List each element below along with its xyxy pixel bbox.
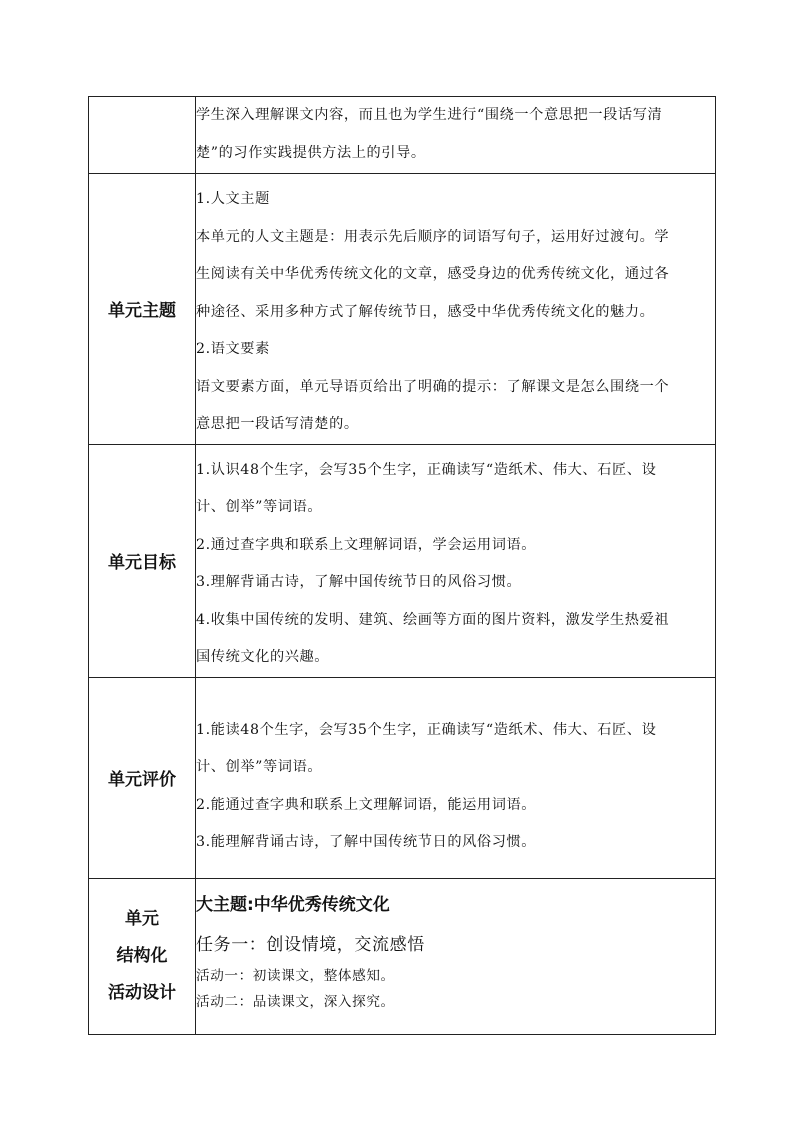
unit-theme-cell bbox=[196, 174, 716, 445]
text-line: 3.能理解背诵古诗，了解中国传统节日的风俗习惯。 bbox=[196, 834, 537, 850]
table-row bbox=[89, 174, 716, 445]
text-line: 3.理解背诵古诗，了解中国传统节日的风俗习惯。 bbox=[196, 574, 522, 590]
text-line: 1.能读48个生字，会写35个生字，正确读写“造纸术、伟大、石匠、设 bbox=[196, 721, 657, 738]
row-label-empty bbox=[89, 97, 196, 174]
text-line: 语文要素方面，单元导语页给出了明确的提示：了解课文是怎么围绕一个 bbox=[196, 378, 670, 395]
text-line: 本单元的人文主题是：用表示先后顺序的词语写句子，运用好过渡句。学 bbox=[196, 228, 670, 245]
row-label-unit-evaluation: 单元评价 bbox=[89, 677, 196, 878]
row-label-unit-theme: 单元主题 bbox=[89, 174, 196, 445]
table-row bbox=[89, 97, 716, 174]
text-line: 1.人文主题 bbox=[196, 191, 270, 207]
intro-cell bbox=[196, 97, 716, 174]
text-line: 计、创举”等词语。 bbox=[196, 759, 323, 775]
text-line: 生阅读有关中华优秀传统文化的文章，感受身边的优秀传统文化，通过各 bbox=[196, 266, 670, 282]
text-line: 国传统文化的兴趣。 bbox=[196, 649, 330, 665]
text-line: 学生深入理解课文内容，而且也为学生进行“围绕一个意思把一段话写清 bbox=[196, 107, 663, 123]
table-row bbox=[89, 677, 716, 878]
text-line: 2.语文要素 bbox=[196, 341, 270, 357]
text-line: 2.通过查字典和联系上文理解词语，学会运用词语。 bbox=[196, 536, 537, 553]
activity-item: 活动二：品读课文，深入探究。 bbox=[196, 993, 395, 1010]
table-row bbox=[89, 444, 716, 677]
table-row bbox=[89, 878, 716, 1034]
row-label-structured-activity-design bbox=[89, 878, 196, 1034]
activity-item: 活动一：初读课文，整体感知。 bbox=[196, 967, 395, 984]
text-line: 种途径、采用多种方式了解传统节日，感受中华优秀传统文化的魅力。 bbox=[196, 303, 655, 320]
label-line: 单元 bbox=[125, 908, 159, 929]
label-line: 结构化 bbox=[116, 945, 168, 966]
text-line: 意思把一段话写清楚的。 bbox=[196, 416, 359, 432]
unit-evaluation-cell bbox=[196, 677, 716, 878]
text-line: 1.认识48个生字，会写35个生字，正确读写“造纸术、伟大、石匠、设 bbox=[196, 461, 657, 478]
text-line: 2.能通过查字典和联系上文理解词语，能运用词语。 bbox=[196, 796, 537, 813]
activity-design-cell bbox=[196, 878, 716, 1034]
unit-plan-table bbox=[88, 96, 716, 1035]
task-title: 任务一：创设情境，交流感悟 bbox=[196, 934, 425, 955]
big-theme-title: 大主题:中华优秀传统文化 bbox=[196, 894, 390, 915]
text-line: 4.收集中国传统的发明、建筑、绘画等方面的图片资料，激发学生热爱祖 bbox=[196, 611, 670, 628]
text-line: 计、创举”等词语。 bbox=[196, 499, 323, 515]
label-line: 活动设计 bbox=[108, 982, 176, 1003]
text-line: 楚”的习作实践提供方法上的引导。 bbox=[196, 144, 426, 161]
row-label-unit-goals: 单元目标 bbox=[89, 444, 196, 677]
unit-goals-cell bbox=[196, 444, 716, 677]
